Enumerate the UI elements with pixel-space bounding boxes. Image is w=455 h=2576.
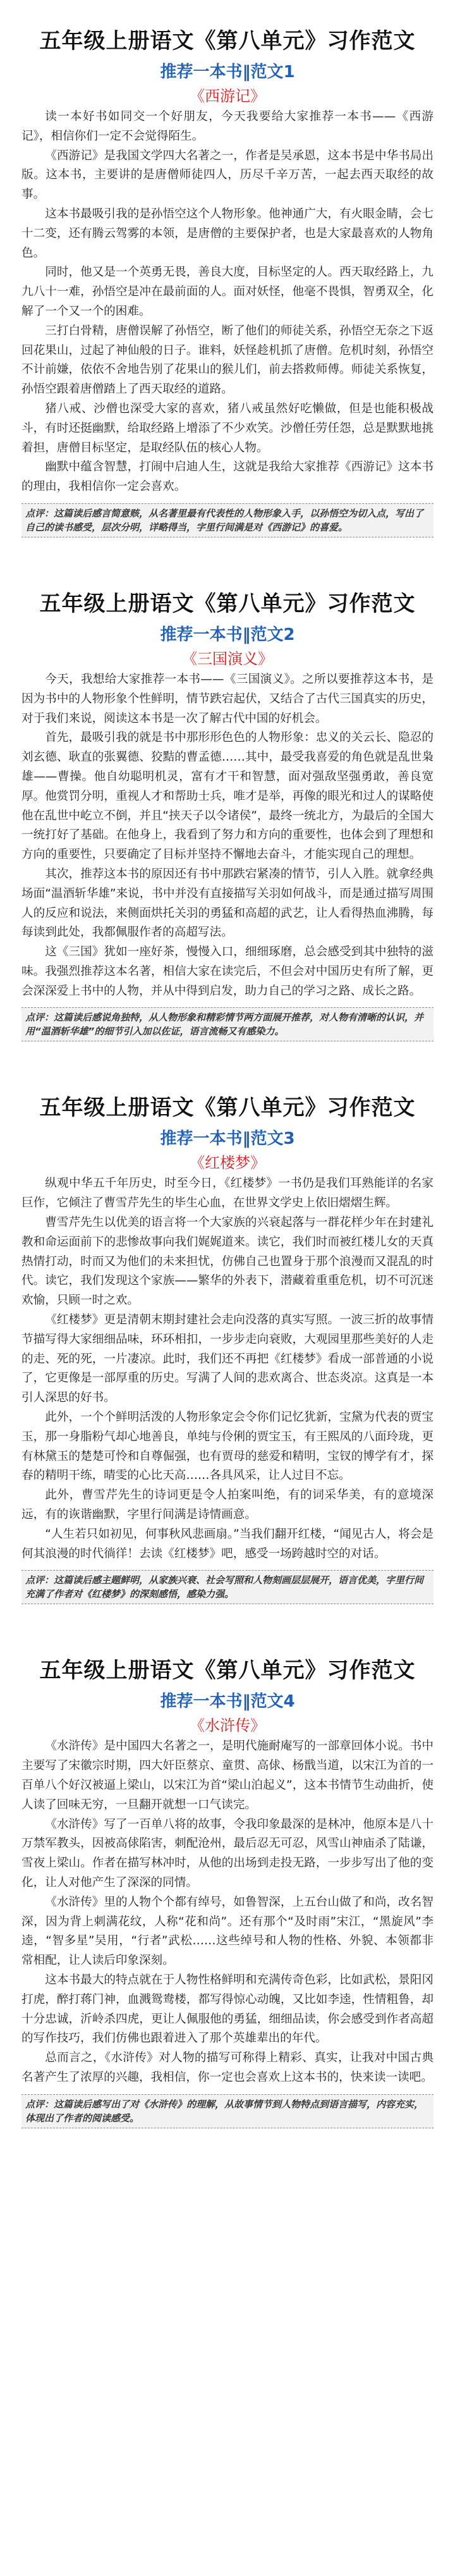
section-title: 五年级上册语文《第八单元》习作范文	[39, 591, 416, 616]
paragraph: 此外，一个个鲜明活泼的人物形象定会令你们记忆犹新，宝黛为代表的贾宝玉，那一身脂粉气却心地善良，单纯与伶俐的贾宝玉，有王熙凤的八面玲珑，更有林黛玉的楚楚可怜和自尊倔强，也有贾母的慈爱和精明，宝钗的博学有才，探春的精明干练，晴雯的心比天高……各具风采，让人过目不忘。	[21, 1411, 434, 1483]
review-note: 点评：这篇读后感主题鲜明，从家族兴衰、社会写照和人物刻画层层展开，语言优美，字里行间充满了作者对《红楼梦》的深刻感悟，感染力强。	[21, 1570, 434, 1604]
review-note: 点评：这篇读后感言简意赅，从名著里最有代表性的人物形象入手，以孙悟空为切入点，写出了自己的读书感受，层次分明，详略得当，字里行间满是对《西游记》的喜爱。	[21, 503, 434, 537]
essay-section-3	[0, 1067, 455, 1604]
section-title: 五年级上册语文《第八单元》习作范文	[39, 1658, 416, 1684]
essay-section-2	[0, 563, 455, 1042]
paragraph: 《水浒传》写了一百单八将的故事，令我印象最深的是林冲，他原本是八十万禁军教头，因被高俅陷害，刺配沧州，最后忍无可忍，风雪山神庙杀了陆谦，雪夜上梁山。作者在描写林冲时，从他的出场到走投无路，一步步写出了他的变化，让人对他产生了深深的同情。	[21, 1817, 434, 1889]
paragraph: 总而言之，《水浒传》对人物的描写可称得上精彩、真实，让我对中国古典名著产生了浓厚的兴趣，我相信，你一定也会喜欢上这本书的，快来读一读吧。	[21, 2051, 434, 2084]
paragraph: 猪八戒、沙僧也深受大家的喜欢，猪八戒虽然好吃懒做，但是也能积极战斗，有时还挺幽默，给取经路上增添了不少欢笑。沙僧任劳任怨，总是默默地挑着担，唐僧目标坚定，是取经队伍的核心人物。	[21, 402, 434, 455]
paragraph: 这《三国》犹如一座好茶，慢慢入口，细细琢磨，总会感受到其中独特的滋味。我强烈推荐这本名著，相信大家在读完后，不但会对中国历史有所了解，更会深深爱上书中的人物，并从中得到启发，助力自己的学习之路、成长之路。	[21, 945, 434, 998]
paragraph: 首先，最吸引我的就是书中那形形色色的人物形象：忠义的关云长、隐忍的刘玄德、耿直的张翼德、狡黠的曹孟德……其中，最受我喜爱的角色就是乱世枭雄——曹操。他自幼聪明机灵，富有才干和智慧，面对强敌坚强勇敢，善良宽厚。他赏罚分明，重视人才和帮助士兵，唯才是举，再像的眼光和过人的谋略使他在乱世中屹立不倒，并且“挟天子以令诸侯”，最终一统北方，为最后的全国大一统打好了基础。在他身上，我看到了努力和方向的重要性，也体会到了理想和方向的重要性，只要确定了目标并坚持不懈地去奋斗，才能实现自己的理想。	[21, 731, 434, 862]
paragraph: 同时，他又是一个英勇无畏，善良大度，目标坚定的人。西天取经路上，九九八十一难，孙悟空是冲在最前面的人。面对妖怪，他毫不畏惧，智勇双全，化解了一个又一个的困难。	[21, 266, 434, 318]
paragraph: 其次，推荐这本书的原因还有书中那跌宕紧凑的情节，引人入胜。就拿经典场面“温酒斩华雄”来说，书中并没有直接描写关羽如何战斗，而是通过描写周围人的反应和说法，来侧面烘托关羽的勇猛和高超的武艺，让人看得热血沸腾，每每读到此处，我都佩服作者的高超写法。	[21, 867, 434, 940]
paragraph: 今天，我想给大家推荐一本书——《三国演义》。之所以要推荐这本书，是因为书中的人物形象个性鲜明，情节跌宕起伏，又结合了古代三国真实的历史，对于我们来说，阅读这本书是一次了解古代中国的好机会。	[21, 672, 434, 725]
essay-section-4	[0, 1629, 455, 2128]
paragraph: 这本书最吸引我的是孙悟空这个人物形象。他神通广大，有火眼金睛，会七十二变，还有腾云驾雾的本领，是唐僧的主要保护者，也是大家最喜欢的人物角色。	[21, 207, 434, 260]
paragraph: “人生若只如初见，何事秋风悲画扇。”当我们翻开红楼，“闻见古人，将会是何其浪漫的时代徜徉！去读《红楼梦》吧，感受一场跨越时空的对话。	[21, 1527, 434, 1561]
review-note: 点评：这篇读后感写出了对《水浒传》的理解，从故事情节到人物特点到语言描写，内容充实，体现出了作者的阅读感受。	[21, 2094, 434, 2128]
essay-section-1	[0, 0, 455, 537]
section-divider	[0, 537, 455, 563]
paragraph: 纵观中华五千年历史，时至今日，《红楼梦》一书仍是我们耳熟能详的名家巨作，它倾注了曹雪芹先生的毕生心血，在世界文学史上依旧熠熠生辉。	[21, 1177, 434, 1210]
section-divider	[0, 1604, 455, 1629]
paragraph: 《红楼梦》更是清朝末期封建社会走向没落的真实写照。一波三折的故事情节描写得大家细细品味，环环相扣，一步步走向衰败，大观园里那些美好的人走的走、死的死，一片凄凉。此时，我们还不再把《红楼梦》看成一部普通的小说了，它更像是一部厚重的历史。写满了人间的悲欢离合、世态炎凉。这真是一本引人深思的好书。	[21, 1313, 434, 1405]
paragraph: 读一本好书如同交一个好朋友，今天我要给大家推荐一本书——《西游记》，相信你们一定不会觉得陌生。	[21, 110, 434, 143]
book-title: 《红楼梦》	[190, 1154, 265, 1172]
paragraph: 《水浒传》里的人物个个都有绰号，如鲁智深，上五台山做了和尚，改名智深，因为背上刺满花纹，人称“花和尚”。还有那个“及时雨”宋江，“黑旋风”李逵，“智多星”吴用，“行者”武松……这些绰号和人物的性格、外貌、本领都非常相配，让人读后印象深刻。	[21, 1895, 434, 1968]
section-subtitle: 推荐一本书‖范文2	[160, 625, 295, 644]
book-title: 《水浒传》	[190, 1717, 265, 1735]
section-title: 五年级上册语文《第八单元》习作范文	[39, 1095, 416, 1121]
paragraph: 三打白骨精，唐僧误解了孙悟空，断了他们的师徒关系，孙悟空无奈之下返回花果山，过起了神仙般的日子。谁料，妖怪趁机抓了唐僧。危机时刻，孙悟空不计前嫌，依依不舍地告别了花果山的猴儿们，前去搭救师傅。师徒关系恢复，孙悟空跟着唐僧踏上了西天取经的道路。	[21, 324, 434, 396]
section-subtitle: 推荐一本书‖范文1	[160, 63, 295, 82]
review-note: 点评：这篇读后感说角独特，从人物形象和精彩情节两方面展开推荐，对人物有清晰的认识，并用“温酒斩华雄”的细节引入加以佐证，语言流畅又有感染力。	[21, 1007, 434, 1041]
section-title: 五年级上册语文《第八单元》习作范文	[39, 28, 416, 54]
paragraph: 《西游记》是我国文学四大名著之一，作者是吴承恩，这本书是中华书局出版。这本书，主要讲的是唐僧师徒四人，历尽千辛万苦，一起去西天取经的故事。	[21, 149, 434, 202]
section-subtitle: 推荐一本书‖范文3	[160, 1129, 295, 1149]
book-title: 《西游记》	[190, 87, 265, 105]
paragraph: 《水浒传》是中国四大名著之一，是明代施耐庵写的一部章回体小说。书中主要写了宋徽宗时期，四大奸臣蔡京、童贯、高俅、杨戬当道，以宋江为首的一百单八个好汉被逼上梁山，以宋江为首“梁山泊起义”，这本书情节生动曲折，使人读了回味无穷，一旦翻开就想一口气读完。	[21, 1739, 434, 1812]
section-subtitle: 推荐一本书‖范文4	[160, 1692, 295, 1712]
book-title: 《三国演义》	[182, 649, 273, 668]
section-divider	[0, 1041, 455, 1067]
paragraph: 幽默中蕴含智慧，打闹中启迪人生，这就是我给大家推荐《西游记》这本书的理由，我相信你一定会喜欢。	[21, 460, 434, 494]
paragraph: 此外，曹雪芹先生的诗词更是令人拍案叫绝，有的词采华美，有的意境深远，有的诙谐幽默，字里行间满是诗情画意。	[21, 1488, 434, 1522]
paragraph: 曹雪芹先生以优美的语言将一个大家族的兴衰起落与一群花样少年在封建礼教和命运面前下的悲惨故事向我们娓娓道来。读它，我们时而被红楼儿女的天真热情打动，时而又为他们的未来担忧，仿佛自己也置身于那个浪漫而又混乱的时代。读它，我们发现这个家族——繁华的外表下，潜藏着重重危机，切不可沉迷欢愉，只顾一时之欢。	[21, 1216, 434, 1308]
paragraph: 这本书最大的特点就在于人物性格鲜明和充满传奇色彩，比如武松，景阳冈打虎，醉打蒋门神，血溅鸳鸯楼，都写得惊心动魄，又比如李逵，性情粗鲁，却十分忠诚，沂岭杀四虎，更让人佩服他的勇猛，细细品读，你会感受到作者高超的写作技巧，我们仿佛也跟着进入了那个英雄辈出的年代。	[21, 1973, 434, 2045]
